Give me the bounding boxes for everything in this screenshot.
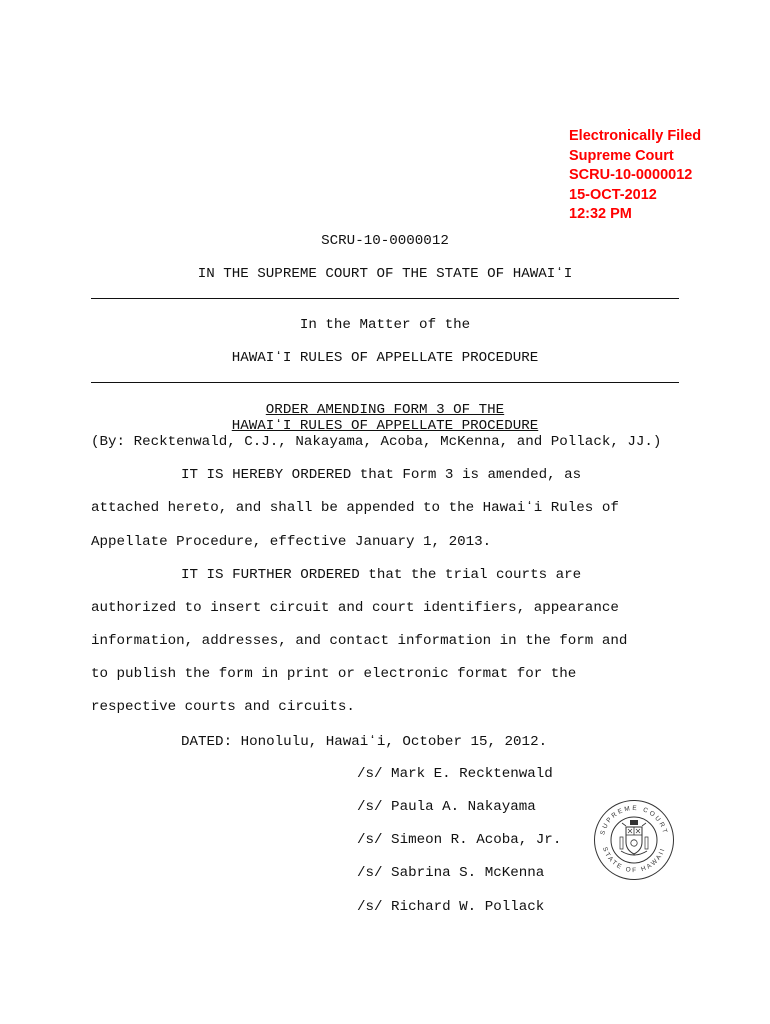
- para2-line2: authorized to insert circuit and court identifiers, appearance: [91, 600, 619, 616]
- para1-line1: IT IS HEREBY ORDERED that Form 3 is amended, as: [181, 467, 582, 483]
- signature-pollack: /s/ Richard W. Pollack: [357, 899, 545, 915]
- case-number: SCRU-10-0000012: [321, 233, 449, 249]
- para2-line5: respective courts and circuits.: [91, 699, 355, 715]
- order-title-line1: ORDER AMENDING FORM 3 OF THE: [265, 402, 505, 418]
- court-seal-icon: [593, 799, 675, 881]
- signature-nakayama: /s/ Paula A. Nakayama: [357, 799, 536, 815]
- para2-line4: to publish the form in print or electronic format for the: [91, 666, 577, 682]
- signature-recktenwald: /s/ Mark E. Recktenwald: [357, 766, 553, 782]
- seal-top-text: SUPREME COURT: [599, 804, 669, 836]
- signature-mckenna: /s/ Sabrina S. McKenna: [357, 865, 545, 881]
- seal-bottom-text: STATE OF HAWAII: [600, 846, 667, 875]
- signature-acoba: /s/ Simeon R. Acoba, Jr.: [357, 832, 562, 848]
- caption-top-rule: [91, 298, 679, 299]
- caption-bottom-rule: [91, 382, 679, 383]
- para1-line3: Appellate Procedure, effective January 1, 2013.: [91, 534, 492, 550]
- stamp-case-number: SCRU-10-0000012: [569, 167, 693, 184]
- para2-line3: information, addresses, and contact information in the form and: [91, 633, 628, 649]
- stamp-court-label: Supreme Court: [569, 147, 674, 164]
- matter-subject: HAWAIʻI RULES OF APPELLATE PROCEDURE: [231, 350, 539, 366]
- dated-line: DATED: Honolulu, Hawaiʻi, October 15, 2012.: [181, 734, 548, 750]
- court-title: IN THE SUPREME COURT OF THE STATE OF HAWAIʻI: [197, 266, 573, 282]
- order-by-line: (By: Recktenwald, C.J., Nakayama, Acoba, McKenna, and Pollack, JJ.): [91, 434, 662, 450]
- stamp-date: 15-OCT-2012: [569, 186, 657, 203]
- electronic-filing-stamp: [569, 127, 701, 225]
- matter-line: In the Matter of the: [299, 317, 471, 333]
- para1-line2: attached hereto, and shall be appended to the Hawaiʻi Rules of: [91, 500, 619, 516]
- stamp-time: 12:32 PM: [569, 206, 632, 223]
- order-title-line2: HAWAIʻI RULES OF APPELLATE PROCEDURE: [231, 418, 539, 434]
- para2-line1: IT IS FURTHER ORDERED that the trial courts are: [181, 567, 582, 583]
- seal-crest-icon: [620, 820, 648, 855]
- stamp-filed-label: Electronically Filed: [569, 128, 702, 144]
